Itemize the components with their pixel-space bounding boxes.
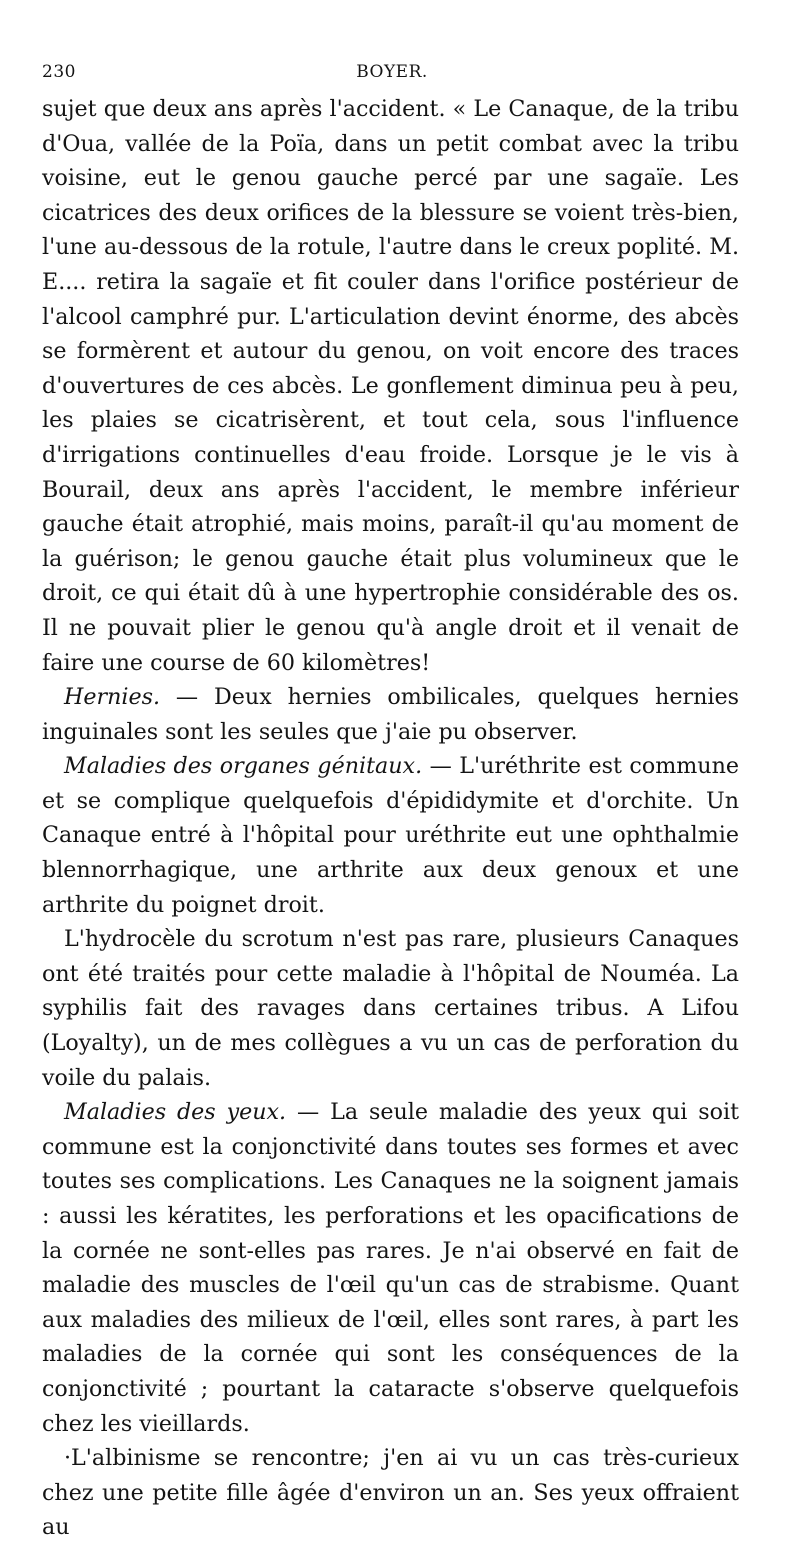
paragraph-text: — L'uréthrite est commune et se complique quelquefois d'épididymite et d'orchite. Un Canaque entré à l'hôpital pour uréthrite eut une ophthalmie blennorrhagique, une arthrite aux deux genoux et une arthrite du poignet droit. <box>42 753 739 918</box>
section-heading-hernies: Hernies. <box>64 684 161 711</box>
page-number: 230 <box>42 62 76 82</box>
section-heading-maladies-organes-genitaux: Maladies des organes génitaux. <box>64 753 423 780</box>
body-text <box>42 92 739 1545</box>
paragraph-continuation <box>42 92 739 680</box>
running-head: BOYER. <box>356 62 428 82</box>
paragraph-hernies <box>42 680 739 749</box>
paragraph-text: L'hydrocèle du scrotum n'est pas rare, plusieurs Canaques ont été traités pour cette maladie à l'hôpital de Nouméa. La syphilis fait des ravages dans certaines tribus. A Lifou (Loyalty), un de mes collègues a vu un cas de perforation du voile du palais. <box>42 926 739 1091</box>
paragraph-maladies-organes-genitaux <box>42 749 739 922</box>
paragraph-maladies-yeux <box>42 1095 739 1441</box>
paragraph-albinisme <box>42 1441 739 1545</box>
paragraph-text: ·L'albinisme se rencontre; j'en ai vu un cas très-curieux chez une petite fille âgée d'environ un an. Ses yeux offraient au <box>42 1445 739 1541</box>
page-header <box>42 62 742 86</box>
paragraph-text: — Deux hernies ombilicales, quelques hernies inguinales sont les seules que j'aie pu observer. <box>42 684 739 745</box>
paragraph-hydrocele <box>42 922 739 1095</box>
paragraph-text: — La seule maladie des yeux qui soit commune est la conjonctivité dans toutes ses formes et avec toutes ses complications. Les Canaques ne la soignent jamais : aussi les kératites, les perforations et les opacifications de la cornée ne sont-elles pas rares. Je n'ai observé en fait de maladie des muscles de l'œil qu'un cas de strabisme. Quant aux maladies des milieux de l'œil, elles sont rares, à part les maladies de la cornée qui sont les conséquences de la conjonctivité ; pourtant la cataracte s'observe quelquefois chez les vieillards. <box>42 1099 739 1437</box>
section-heading-maladies-yeux: Maladies des yeux. <box>64 1099 287 1126</box>
paragraph-text: sujet que deux ans après l'accident. « Le Canaque, de la tribu d'Oua, vallée de la Poïa, dans un petit combat avec la tribu voisine, eut le genou gauche percé par une sagaïe. Les cicatrices des deux orifices de la blessure se voient très-bien, l'une au-dessous de la rotule, l'autre dans le creux poplité. M. E.... retira la sagaïe et fit couler dans l'orifice postérieur de l'alcool camphré pur. L'articulation devint énorme, des abcès se formèrent et autour du genou, on voit encore des traces d'ouvertures de ces abcès. Le gonflement diminua peu à peu, les plaies se cicatrisèrent, et tout cela, sous l'influence d'irrigations continuelles d'eau froide. Lorsque je le vis à Bourail, deux ans après l'accident, le membre inférieur gauche était atrophié, mais moins, paraît-il qu'au moment de la guérison; le genou gauche était plus volumineux que le droit, ce qui était dû à une hypertrophie considérable des os. Il ne pouvait plier le genou qu'à angle droit et il venait de faire une course de 60 kilomètres! <box>42 96 739 676</box>
